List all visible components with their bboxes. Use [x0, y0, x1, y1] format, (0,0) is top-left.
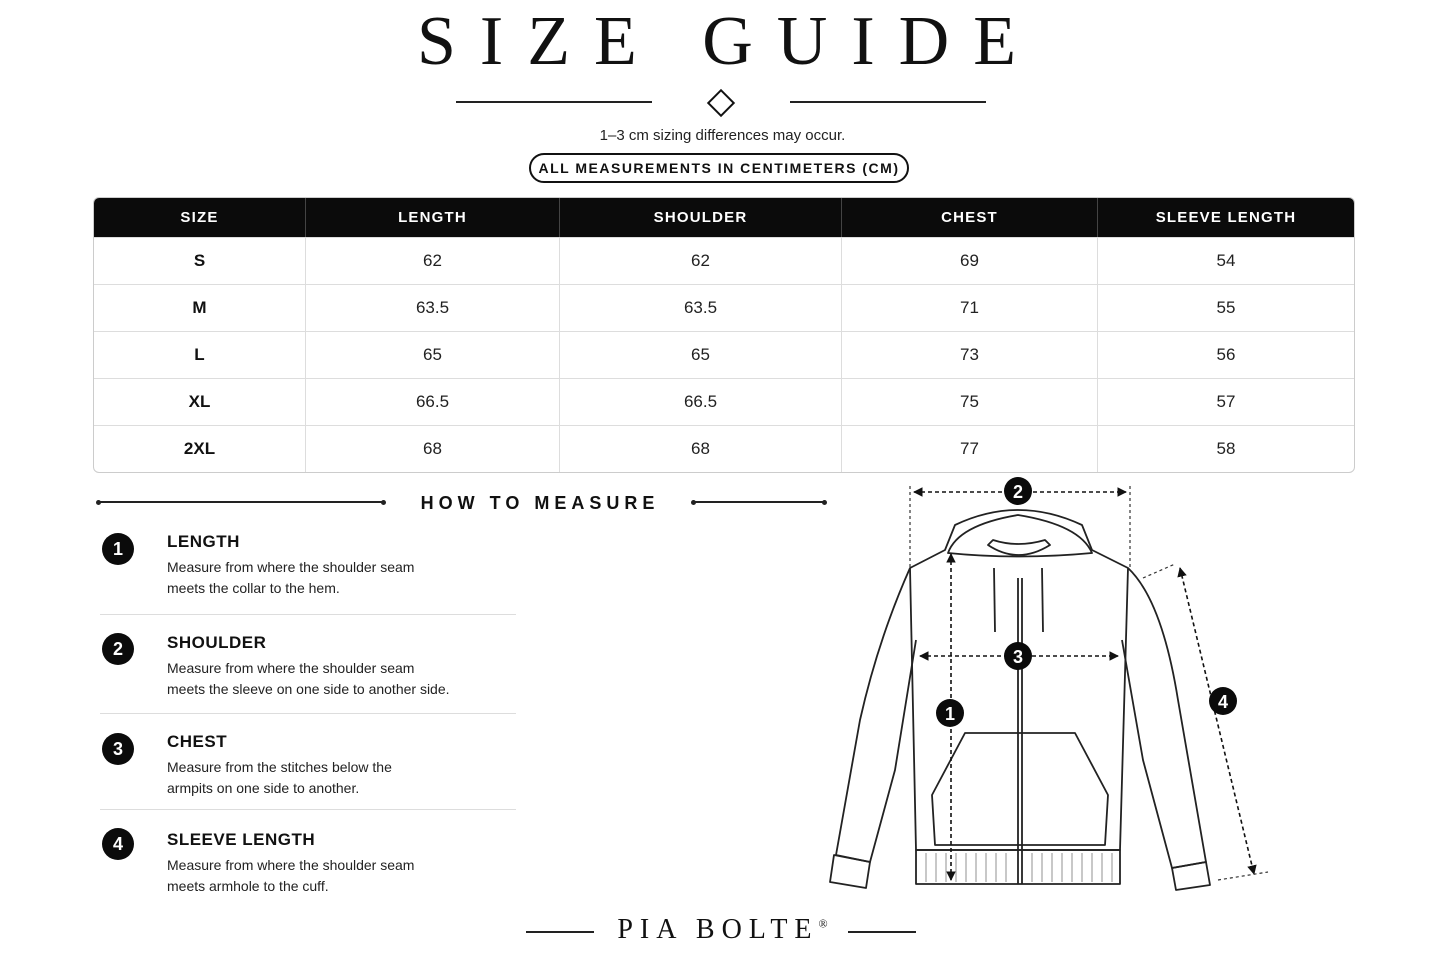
- table-row: [94, 284, 1354, 331]
- size-cell: M: [94, 284, 306, 331]
- diagram-marker-1: [936, 699, 964, 727]
- step-title: SHOULDER: [167, 633, 267, 652]
- heading-divider-left: [98, 501, 384, 503]
- diamond-ornament-icon: [707, 89, 735, 117]
- step-number-badge: 1: [102, 533, 134, 565]
- shoulder-cell: 66.5: [560, 378, 842, 425]
- step-description-line: meets armhole to the cuff.: [167, 878, 329, 894]
- step-description-line: Measure from where the shoulder seam: [167, 559, 415, 575]
- size-cell: 2XL: [94, 425, 306, 472]
- chest-cell: 69: [842, 237, 1098, 284]
- length-cell: 66.5: [306, 378, 560, 425]
- diagram-marker-2: [1004, 477, 1032, 505]
- step-description-line: armpits on one side to another.: [167, 780, 360, 796]
- table-row: [94, 331, 1354, 378]
- step-number-badge: 4: [102, 828, 134, 860]
- table-row: [94, 425, 1354, 472]
- size-table: [93, 197, 1355, 473]
- title-divider-right: [790, 101, 986, 103]
- brand-name: PIA BOLTE: [617, 914, 819, 945]
- step-description-line: Measure from where the shoulder seam: [167, 857, 415, 873]
- brand-divider-right: [848, 931, 916, 933]
- step-title: LENGTH: [167, 532, 240, 551]
- column-header-size: SIZE: [94, 198, 306, 237]
- step-description-line: meets the collar to the hem.: [167, 580, 340, 596]
- column-header-sleeve-length: SLEEVE LENGTH: [1098, 198, 1354, 237]
- list-item: [100, 714, 516, 810]
- column-header-length: LENGTH: [306, 198, 560, 237]
- shoulder-cell: 62: [560, 237, 842, 284]
- sleeve-length-cell: 57: [1098, 378, 1354, 425]
- hoodie-outline-icon: [830, 510, 1210, 890]
- step-description-line: Measure from the stitches below the: [167, 759, 392, 775]
- shoulder-cell: 63.5: [560, 284, 842, 331]
- table-row: [94, 378, 1354, 425]
- marker-number: 2: [1012, 482, 1024, 502]
- chest-cell: 77: [842, 425, 1098, 472]
- length-cell: 62: [306, 237, 560, 284]
- sleeve-length-cell: 58: [1098, 425, 1354, 472]
- sleeve-length-cell: 55: [1098, 284, 1354, 331]
- registered-mark: ®: [818, 916, 828, 931]
- marker-number: 1: [944, 704, 956, 724]
- list-item: [100, 528, 516, 615]
- column-header-chest: CHEST: [842, 198, 1098, 237]
- shoulder-cell: 65: [560, 331, 842, 378]
- page-title: SIZE GUIDE: [417, 3, 1040, 80]
- step-number-badge: 2: [102, 633, 134, 665]
- sleeve-length-cell: 56: [1098, 331, 1354, 378]
- title-divider-left: [456, 101, 652, 103]
- step-title: CHEST: [167, 732, 228, 751]
- measure-steps-list: [100, 528, 516, 900]
- size-cell: S: [94, 237, 306, 284]
- units-badge: ALL MEASUREMENTS IN CENTIMETERS (CM): [529, 153, 909, 183]
- hoodie-diagram: [820, 470, 1290, 900]
- marker-number: 3: [1012, 647, 1024, 667]
- heading-divider-right: [693, 501, 826, 503]
- marker-number: 4: [1217, 692, 1229, 712]
- length-cell: 68: [306, 425, 560, 472]
- chest-cell: 71: [842, 284, 1098, 331]
- waistband-ribbing: [926, 853, 1112, 882]
- chest-cell: 75: [842, 378, 1098, 425]
- diagram-marker-4: [1209, 687, 1237, 715]
- brand-wordmark: [0, 914, 1445, 946]
- shoulder-cell: 68: [560, 425, 842, 472]
- how-to-measure-heading: HOW TO MEASURE: [420, 493, 660, 513]
- step-title: SLEEVE LENGTH: [167, 830, 316, 849]
- sizing-note: 1–3 cm sizing differences may occur.: [599, 127, 846, 144]
- column-header-shoulder: SHOULDER: [560, 198, 842, 237]
- step-number-badge: 3: [102, 733, 134, 765]
- size-cell: L: [94, 331, 306, 378]
- list-item: [100, 810, 516, 900]
- sleeve-length-cell: 54: [1098, 237, 1354, 284]
- list-item: [100, 615, 516, 714]
- table-header-row: [94, 198, 1354, 237]
- length-cell: 63.5: [306, 284, 560, 331]
- chest-cell: 73: [842, 331, 1098, 378]
- step-description-line: Measure from where the shoulder seam: [167, 660, 415, 676]
- step-description-line: meets the sleeve on one side to another side.: [167, 681, 450, 697]
- diagram-marker-3: [1004, 642, 1032, 670]
- length-cell: 65: [306, 331, 560, 378]
- size-cell: XL: [94, 378, 306, 425]
- table-row: [94, 237, 1354, 284]
- heading-line-dot-left-inner: [381, 500, 386, 505]
